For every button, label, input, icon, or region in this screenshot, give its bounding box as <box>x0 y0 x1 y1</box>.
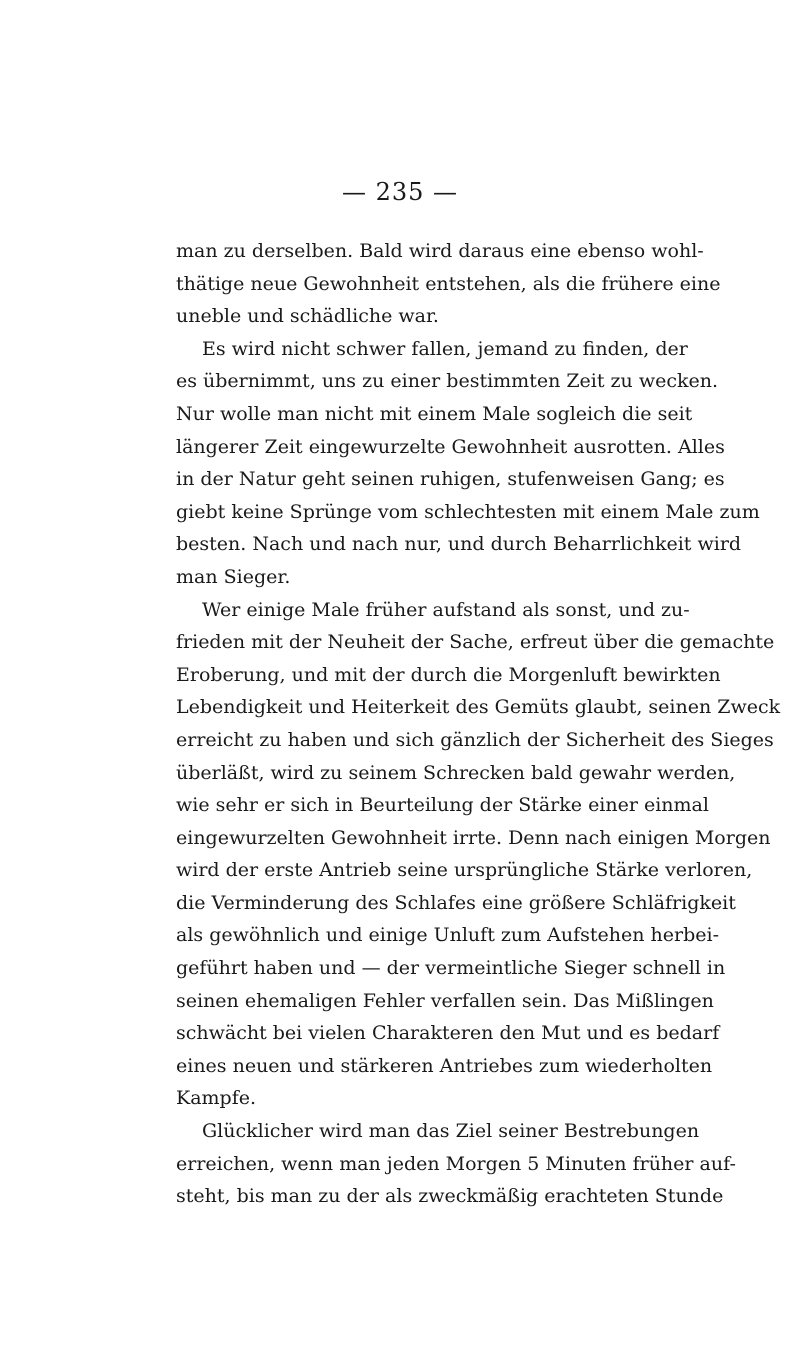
page-number: — 235 — <box>341 178 459 206</box>
text-line: überläßt, wird zu seinem Schrecken bald gewahr werden, <box>176 761 736 784</box>
text-line: man Sieger. <box>176 565 291 588</box>
text-line: Kampfe. <box>176 1087 257 1110</box>
text-line: es übernimmt, uns zu einer bestimmten Zeit zu wecken. <box>176 370 719 393</box>
text-line: seinen ehemaligen Fehler verfallen sein. Das Mißlingen <box>176 989 714 1012</box>
text-line: giebt keine Sprünge vom schlechtesten mit einem Male zum <box>176 500 760 523</box>
text-line: Nur wolle man nicht mit einem Male sogleich die seit <box>176 402 693 425</box>
paragraph-start-line: Wer einige Male früher aufstand als sonst, und zu- <box>202 598 690 621</box>
text-line: eingewurzelten Gewohnheit irrte. Denn nach einigen Morgen <box>176 826 771 849</box>
text-line: Eroberung, und mit der durch die Morgenluft bewirkten <box>176 663 721 686</box>
text-line: frieden mit der Neuheit der Sache, erfreut über die gemachte <box>176 631 775 654</box>
text-line: die Verminderung des Schlafes eine größere Schläfrigkeit <box>176 891 736 914</box>
text-line: als gewöhnlich und einige Unluft zum Aufstehen herbei- <box>176 924 720 947</box>
body-text <box>176 235 781 1213</box>
text-line: geführt haben und — der vermeintliche Sieger schnell in <box>176 957 726 980</box>
text-line: uneble und schädliche war. <box>176 305 439 328</box>
text-line: wie sehr er sich in Beurteilung der Stärke einer einmal <box>176 794 709 817</box>
text-line: steht, bis man zu der als zweckmäßig erachteten Stunde <box>176 1185 724 1208</box>
text-line: Lebendigkeit und Heiterkeit des Gemüts glaubt, seinen Zweck <box>176 696 781 719</box>
text-line: erreicht zu haben und sich gänzlich der Sicherheit des Sieges <box>176 728 774 751</box>
text-line: schwächt bei vielen Charakteren den Mut und es bedarf <box>176 1022 720 1045</box>
text-line: besten. Nach und nach nur, und durch Beharrlichkeit wird <box>176 533 742 556</box>
text-line: in der Natur geht seinen ruhigen, stufenweisen Gang; es <box>176 468 725 491</box>
text-line: wird der erste Antrieb seine ursprüngliche Stärke verloren, <box>176 859 753 882</box>
text-line: man zu derselben. Bald wird daraus eine ebenso wohl- <box>176 240 704 262</box>
text-line: längerer Zeit eingewurzelte Gewohnheit ausrotten. Alles <box>176 435 725 458</box>
text-line: thätige neue Gewohnheit entstehen, als die frühere eine <box>176 272 721 295</box>
paragraph-start-line: Glücklicher wird man das Ziel seiner Bestrebungen <box>202 1120 700 1143</box>
text-line: eines neuen und stärkeren Antriebes zum wiederholten <box>176 1054 713 1077</box>
paragraph-start-line: Es wird nicht schwer fallen, jemand zu finden, der <box>202 337 688 360</box>
text-line: erreichen, wenn man jeden Morgen 5 Minuten früher auf- <box>176 1152 736 1175</box>
